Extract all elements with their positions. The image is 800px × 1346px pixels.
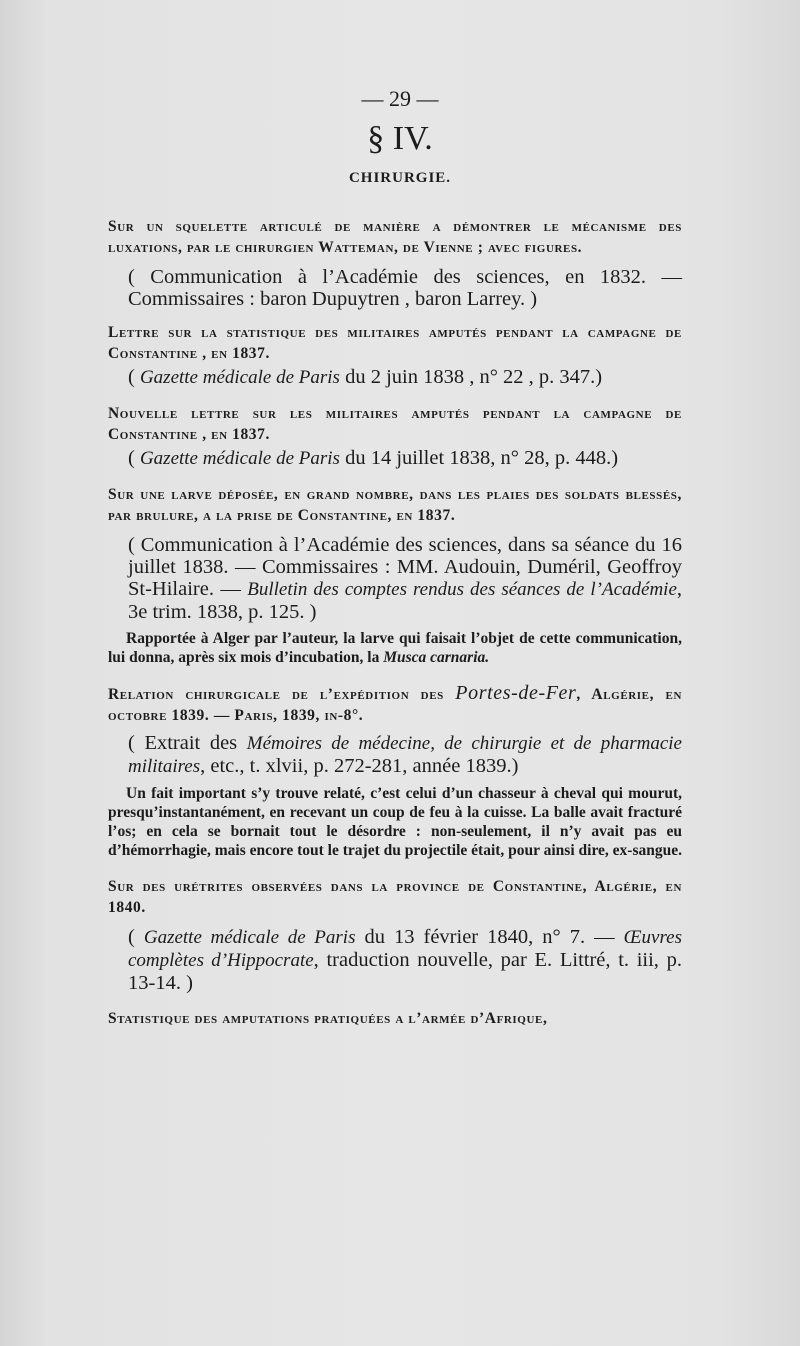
journal-title: Gazette médicale de Paris	[139, 367, 340, 388]
entry-title: Nouvelle lettre sur les militaires amputés pendant la campagne de Constantine , en 1837.	[108, 405, 682, 443]
entry-note: Un fait important s’y trouve relaté, c’est celui d’un chasseur à cheval qui mourut, presqu’instantanément, en recevant un coup de feu à la cuisse. La balle avait fracturé l’os; en cela se bornait tout le désordre : non-seulement, il n’y avait pas eu d’hémorrhagie, mais encore tout le trajet du projectile était, pour ainsi dire, ex-sangue.	[108, 785, 682, 859]
entry-note: Rapportée à Alger par l’auteur, la larve qui faisait l’objet de cette communication, lui donna, après six mois d’incubation, la Musca carnaria.	[108, 630, 682, 666]
entry-title: Relation chirurgicale de l’expédition des Portes-de-Fer, Algérie, en octobre 1839. — Paris, 1839, in-8°.	[108, 682, 682, 724]
entry-reference: ( Extrait des Mémoires de médecine, de chirurgie et de pharmacie militaires, etc., t. xlvii, p. 272-281, année 1839.)	[128, 732, 682, 777]
entry-nouvelle-lettre	[108, 403, 682, 470]
entry-title: Sur une larve déposée, en grand nombre, dans les plaies des soldats blessés, par brulure, a la prise de Constantine, en 1837.	[108, 486, 682, 524]
entry-lettre-statistique	[108, 322, 682, 389]
section-heading: CHIRURGIE.	[348, 170, 452, 186]
entry-title: Statistique des amputations pratiquées a l’armée d’Afrique,	[108, 1010, 548, 1027]
journal-title: Gazette médicale de Paris	[139, 448, 340, 469]
page-number: — 29 —	[361, 86, 439, 111]
entry-title: Sur un squelette articulé de manière a démontrer le mécanisme des luxations, par le chirurgien Watteman, de Vienne ; avec figures.	[108, 218, 682, 256]
entry-reference: ( Gazette médicale de Paris du 2 juin 1838 , n° 22 , p. 347.)	[128, 366, 603, 388]
entry-uretrites	[108, 876, 682, 994]
section-number: § IV.	[367, 120, 433, 157]
entry-reference: ( Communication à l’Académie des sciences, en 1832. — Commissaires : baron Dupuytren , baron Larrey. )	[128, 266, 682, 310]
journal-title: Gazette médicale de Paris	[143, 927, 356, 948]
entry-title: Lettre sur la statistique des militaires amputés pendant la campagne de Constantine , en 1837.	[108, 324, 682, 362]
hippocrate-title: Œuvres complètes d’Hippocrate	[128, 927, 682, 971]
entry-relation-chirurgicale	[108, 683, 682, 860]
entries	[108, 212, 682, 1029]
entry-statistique-amputations	[108, 1008, 682, 1029]
bulletin-title: Bulletin des comptes rendus des séances de l’Académie	[247, 579, 677, 600]
entry-larve	[108, 484, 682, 667]
entry-reference: ( Communication à l’Académie des sciences, dans sa séance du 16 juillet 1838. — Commissaires : MM. Audouin, Duméril, Geoffroy St-Hilaire. — Bulletin des comptes rendus des séances de l’Académie, 3e trim. 1838, p. 125. )	[128, 534, 683, 623]
entry-title: Sur des urétrites observées dans la province de Constantine, Algérie, en 1840.	[108, 878, 682, 916]
entry-reference: ( Gazette médicale de Paris du 13 février 1840, n° 7. — Œuvres complètes d’Hippocrate, traduction nouvelle, par E. Littré, t. iii, p. 13-14. )	[128, 926, 682, 994]
species-name: Musca carnaria.	[383, 649, 490, 666]
entry-squelette	[108, 216, 682, 310]
memoires-title: Mémoires de médecine, de chirurgie et de pharmacie militaires	[128, 733, 682, 777]
entry-reference: ( Gazette médicale de Paris du 14 juillet 1838, n° 28, p. 448.)	[128, 447, 619, 469]
